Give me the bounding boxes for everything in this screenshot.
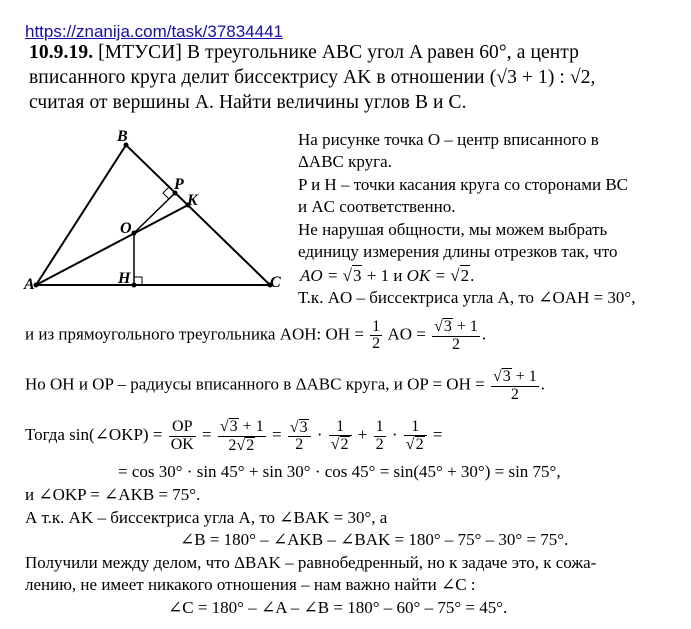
frac-num: √3 + 1	[219, 418, 264, 435]
side-bc	[126, 145, 270, 285]
frac-num: 1	[329, 419, 352, 437]
num-tail: + 1	[511, 368, 537, 385]
num-tail: + 1	[452, 318, 478, 335]
problem-number: 10.9.19.	[29, 42, 94, 63]
sqrt-symbol-2: √	[450, 266, 460, 285]
solution-line-9	[25, 318, 486, 354]
solution-line-16: Получили между делом, что ΔBAK – равнобедренный, но к задаче это, к сожа-	[25, 553, 597, 572]
dot: ·	[312, 425, 327, 445]
label-o: O	[120, 220, 132, 237]
den-radicand: 2	[246, 436, 255, 454]
ao-label: AO =	[300, 266, 343, 285]
problem-source: [МТУСИ]	[98, 42, 183, 63]
solution-line-3: P и H – точки касания круга со сторонами BC	[298, 175, 629, 194]
radicand: 3	[229, 418, 238, 435]
frac-den: 2	[372, 335, 381, 353]
radicand: 3	[502, 368, 511, 385]
frac-den: 2	[295, 436, 304, 454]
label-k: K	[187, 192, 198, 209]
fraction-1-over-sqrt2	[329, 419, 352, 455]
label-p: P	[174, 176, 184, 193]
label-c: C	[270, 274, 281, 291]
radicand: 3	[443, 318, 452, 335]
frac-den: 2	[452, 335, 461, 353]
period: .	[481, 324, 487, 344]
fraction-half-2	[374, 419, 386, 454]
solution-line-2: ΔABC круга.	[298, 152, 392, 171]
den-radicand: 2	[415, 436, 424, 454]
sqrt-symbol: √	[342, 266, 352, 285]
solution-line-17: лению, не имеет никакого отношения – нам важно найти ∠C :	[25, 575, 476, 594]
frac-num: 1	[372, 317, 381, 335]
solution-line-1: На рисунке точка O – центр вписанного в	[298, 130, 599, 149]
frac-den: 2	[375, 435, 384, 453]
task-link[interactable]: https://znanija.com/task/37834441	[25, 22, 283, 41]
solution-line-13: и ∠OKP = ∠AKB = 75°.	[25, 485, 201, 504]
radius-text: Но OH и OP – радиусы вписанного в ΔABC круга, и OP = OH =	[25, 374, 489, 394]
frac-den: 2	[510, 385, 519, 403]
plus-one: + 1 и	[362, 266, 407, 285]
label-h: H	[118, 270, 131, 287]
solution-line-14: А т.к. AK – биссектриса угла A, то ∠BAK = 30°, а	[25, 508, 388, 527]
solution-line-8: Т.к. AO – биссектриса угла A, то ∠OAH = 30°,	[298, 288, 636, 307]
period: .	[540, 374, 546, 394]
point-o	[132, 231, 137, 236]
fraction-op-oh	[491, 368, 539, 404]
frac-num: OP	[169, 419, 196, 437]
solution-line-12: = cos 30° · sin 45° + sin 30° · cos 45° = sin(45° + 30°) = sin 75°,	[118, 462, 561, 481]
solution-line-5: Не нарушая общности, мы можем выбрать	[298, 220, 608, 239]
equals: =	[197, 425, 216, 445]
frac-den: OK	[170, 435, 194, 453]
fraction-sqrt3-plus1-over-2	[432, 318, 480, 354]
sin-text: Тогда sin(∠OKP) =	[25, 425, 167, 445]
den-coef: 2	[228, 436, 237, 454]
frac-num: 1	[404, 419, 427, 437]
frac-num: √3 + 1	[492, 368, 537, 385]
ok-label: OK =	[406, 266, 451, 285]
sqrt-3: 3	[352, 266, 362, 285]
label-b: B	[117, 128, 128, 145]
ao-text: AO =	[384, 324, 431, 344]
frac-den: 2√2	[228, 436, 255, 454]
radicand: 3	[299, 418, 308, 436]
plus: +	[353, 425, 372, 445]
oh-text: и из прямоугольного треугольника AOH: OH =	[25, 324, 369, 344]
triangle-figure	[20, 125, 300, 300]
frac-den: √2	[405, 436, 424, 454]
frac-den: √2	[330, 436, 349, 454]
label-a: A	[24, 276, 35, 293]
den-radicand: 2	[340, 436, 349, 454]
solution-line-4: и AC соответственно.	[298, 197, 456, 216]
fraction-1-over-sqrt2-2	[404, 419, 427, 455]
problem-text-1: В треугольнике ABC угол A равен 60°, а центр	[187, 42, 580, 63]
solution-line-6: единицу измерения длины отрезков так, что	[298, 242, 618, 261]
point-h	[132, 283, 137, 288]
solution-line-7	[300, 265, 474, 286]
dot-2: ·	[387, 425, 402, 445]
num-tail: + 1	[238, 418, 264, 435]
solution-line-11	[25, 418, 442, 455]
problem-line-1	[29, 42, 579, 64]
equals-tail: =	[428, 425, 443, 445]
solution-line-18: ∠C = 180° – ∠A – ∠B = 180° – 60° – 75° = 45°.	[168, 598, 508, 617]
fraction-sqrt3-over-2	[288, 419, 311, 455]
fraction-half	[370, 319, 382, 354]
bisector-ak	[36, 205, 188, 285]
solution-line-10	[25, 368, 545, 404]
sqrt-2: 2	[460, 266, 470, 285]
problem-line-2: вписанного круга делит биссектрису AK в отношении (√3 + 1) : √2,	[29, 67, 596, 88]
frac-num: √3 + 1	[434, 318, 478, 335]
solution-line-15: ∠B = 180° – ∠AKB – ∠BAK = 180° – 75° – 30° = 75°.	[180, 530, 569, 549]
fraction-main	[218, 418, 266, 455]
side-ab	[36, 145, 126, 285]
fraction-op-ok	[169, 419, 196, 454]
problem-line-3: считая от вершины A. Найти величины углов B и C.	[29, 92, 467, 113]
equals-2: =	[267, 425, 286, 445]
period: .	[470, 266, 475, 285]
frac-num: 1	[375, 418, 384, 435]
frac-num: √3	[288, 419, 311, 438]
